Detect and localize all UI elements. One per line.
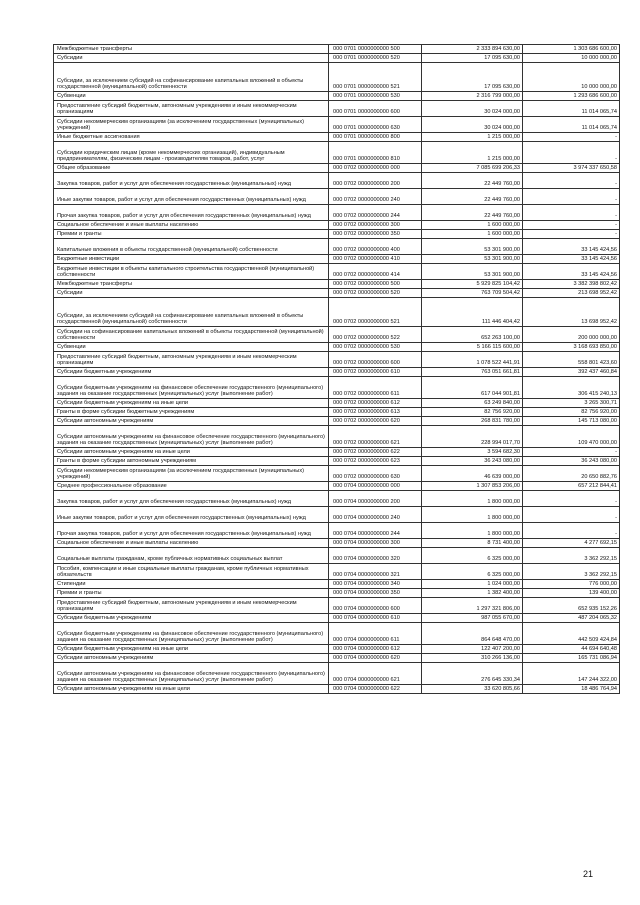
table-row	[54, 645, 620, 654]
row-executed-amount-cell: 82 756 920,00	[523, 408, 620, 417]
row-executed-amount-cell: 33 145 424,56	[523, 239, 620, 255]
row-code-cell: 000 0701 0000000000 630	[329, 117, 422, 133]
row-name-cell: Субсидии	[54, 54, 329, 63]
row-name-cell: Иные закупки товаров, работ и услуг для обеспечения государственных (муниципальных) нужд	[54, 507, 329, 523]
row-approved-amount-cell: 6 325 000,00	[422, 564, 523, 580]
row-approved-amount-cell: 1 382 400,00	[422, 589, 523, 598]
row-code-cell: 000 0704 0000000000 244	[329, 523, 422, 539]
row-code-cell: 000 0702 0000000000 621	[329, 426, 422, 448]
table-row	[54, 101, 620, 117]
row-executed-amount-cell: 3 265 300,71	[523, 399, 620, 408]
row-name-cell: Предоставление субсидий бюджетным, автономным учреждениям и иным некоммерческим организациям	[54, 101, 329, 117]
row-executed-amount-cell: 18 486 764,94	[523, 685, 620, 694]
row-code-cell: 000 0701 0000000000 520	[329, 54, 422, 63]
table-row	[54, 448, 620, 457]
row-executed-amount-cell: 20 650 882,76	[523, 466, 620, 482]
row-executed-amount-cell: 165 731 086,94	[523, 654, 620, 663]
row-approved-amount-cell: 53 301 900,00	[422, 239, 523, 255]
row-executed-amount-cell: -	[523, 173, 620, 189]
row-name-cell: Субсидии, за исключением субсидий на софинансирование капитальных вложений в объекты государственной (муниципальной) собственности	[54, 63, 329, 92]
row-approved-amount-cell: 5 166 115 600,00	[422, 343, 523, 352]
row-code-cell: 000 0704 0000000000 200	[329, 491, 422, 507]
table-row	[54, 164, 620, 173]
table-row	[54, 92, 620, 101]
row-executed-amount-cell: 44 694 640,48	[523, 645, 620, 654]
row-executed-amount-cell: 3 974 337 650,58	[523, 164, 620, 173]
row-approved-amount-cell: 1 600 000,00	[422, 230, 523, 239]
row-name-cell: Гранты в форме субсидии автономным учреждениям	[54, 457, 329, 466]
row-executed-amount-cell: 3 362 292,15	[523, 548, 620, 564]
row-approved-amount-cell: 36 243 080,00	[422, 457, 523, 466]
table-row	[54, 491, 620, 507]
table-row	[54, 654, 620, 663]
row-name-cell: Закупка товаров, работ и услуг для обеспечения государственных (муниципальных) нужд	[54, 491, 329, 507]
row-code-cell: 000 0702 0000000000 410	[329, 255, 422, 264]
row-code-cell: 000 0702 0000000000 530	[329, 343, 422, 352]
table-row	[54, 117, 620, 133]
row-code-cell: 000 0702 0000000000 000	[329, 164, 422, 173]
table-row	[54, 457, 620, 466]
row-code-cell: 000 0704 0000000000 620	[329, 654, 422, 663]
row-name-cell: Бюджетные инвестиции	[54, 255, 329, 264]
row-name-cell: Субсидии бюджетным учреждениям	[54, 368, 329, 377]
row-code-cell: 000 0704 0000000000 622	[329, 685, 422, 694]
row-approved-amount-cell: 268 831 780,00	[422, 417, 523, 426]
row-name-cell: Пособия, компенсации и иные социальные выплаты гражданам, кроме публичных нормативных обязательств	[54, 564, 329, 580]
row-executed-amount-cell: 200 000 000,00	[523, 327, 620, 343]
table-row	[54, 685, 620, 694]
row-name-cell: Иные бюджетные ассигнования	[54, 133, 329, 142]
row-executed-amount-cell: 1 303 686 600,00	[523, 45, 620, 54]
row-executed-amount-cell: 657 212 844,41	[523, 482, 620, 491]
table-row	[54, 523, 620, 539]
row-code-cell: 000 0704 0000000000 621	[329, 663, 422, 685]
row-name-cell: Среднее профессиональное образование	[54, 482, 329, 491]
row-executed-amount-cell: 3 382 398 802,42	[523, 280, 620, 289]
row-approved-amount-cell: 30 024 000,00	[422, 117, 523, 133]
row-code-cell: 000 0704 0000000000 340	[329, 580, 422, 589]
row-approved-amount-cell: 1 800 000,00	[422, 491, 523, 507]
row-approved-amount-cell: 2 333 894 630,00	[422, 45, 523, 54]
row-name-cell: Премии и гранты	[54, 230, 329, 239]
row-name-cell: Субсидии юридическим лицам (кроме некоммерческих организаций), индивидуальным предпринимателям, физическим лицам - производителям товаров, работ, услуг	[54, 142, 329, 164]
row-approved-amount-cell: 652 263 100,00	[422, 327, 523, 343]
row-executed-amount-cell: 10 000 000,00	[523, 54, 620, 63]
table-row	[54, 133, 620, 142]
row-name-cell: Бюджетные инвестиции в объекты капитального строительства государственной (муниципальной) собственности	[54, 264, 329, 280]
row-executed-amount-cell: -	[523, 189, 620, 205]
row-executed-amount-cell: 3 362 292,15	[523, 564, 620, 580]
row-approved-amount-cell: 763 709 504,42	[422, 289, 523, 298]
row-approved-amount-cell: 310 266 136,00	[422, 654, 523, 663]
row-name-cell: Капитальные вложения в объекты государственной (муниципальной) собственности	[54, 239, 329, 255]
row-name-cell: Субсидии, за исключением субсидий на софинансирование капитальных вложений в объекты государственной (муниципальной) собственности	[54, 298, 329, 327]
row-name-cell: Субсидии бюджетным учреждениям на финансовое обеспечение государственного (муниципального) задания на оказание государственных (муниципальных) услуг (выполнение работ)	[54, 623, 329, 645]
table-row	[54, 539, 620, 548]
table-row	[54, 426, 620, 448]
row-code-cell: 000 0701 0000000000 810	[329, 142, 422, 164]
row-code-cell: 000 0702 0000000000 240	[329, 189, 422, 205]
row-name-cell: Социальные выплаты гражданам, кроме публичных нормативных социальных выплат	[54, 548, 329, 564]
row-code-cell: 000 0702 0000000000 200	[329, 173, 422, 189]
row-code-cell: 000 0704 0000000000 611	[329, 623, 422, 645]
row-approved-amount-cell: 1 297 321 806,00	[422, 598, 523, 614]
table-row	[54, 507, 620, 523]
row-approved-amount-cell: 46 639 000,00	[422, 466, 523, 482]
table-row	[54, 417, 620, 426]
row-code-cell: 000 0704 0000000000 000	[329, 482, 422, 491]
row-name-cell: Социальное обеспечение и иные выплаты населению	[54, 539, 329, 548]
row-executed-amount-cell: 652 935 152,26	[523, 598, 620, 614]
row-code-cell: 000 0704 0000000000 240	[329, 507, 422, 523]
row-code-cell: 000 0702 0000000000 611	[329, 377, 422, 399]
row-name-cell: Субсидии бюджетным учреждениям на иные цели	[54, 399, 329, 408]
row-name-cell: Субсидии некоммерческим организациям (за исключением государственных (муниципальных) учреждений)	[54, 466, 329, 482]
row-approved-amount-cell: 3 594 682,30	[422, 448, 523, 457]
row-name-cell: Субсидии автономным учреждениям	[54, 654, 329, 663]
table-row	[54, 482, 620, 491]
row-name-cell: Общее образование	[54, 164, 329, 173]
row-name-cell: Субсидии автономным учреждениям	[54, 417, 329, 426]
row-executed-amount-cell: 11 014 065,74	[523, 117, 620, 133]
row-executed-amount-cell: -	[523, 491, 620, 507]
row-approved-amount-cell: 763 051 661,81	[422, 368, 523, 377]
row-approved-amount-cell: 617 044 901,81	[422, 377, 523, 399]
table-row	[54, 63, 620, 92]
row-approved-amount-cell: 2 316 799 000,00	[422, 92, 523, 101]
table-row	[54, 327, 620, 343]
row-name-cell: Прочая закупка товаров, работ и услуг для обеспечения государственных (муниципальных) нужд	[54, 523, 329, 539]
table-row	[54, 548, 620, 564]
row-code-cell: 000 0704 0000000000 320	[329, 548, 422, 564]
table-row	[54, 343, 620, 352]
table-row	[54, 368, 620, 377]
row-name-cell: Иные закупки товаров, работ и услуг для обеспечения государственных (муниципальных) нужд	[54, 189, 329, 205]
row-name-cell: Предоставление субсидий бюджетным, автономным учреждениям и иным некоммерческим организациям	[54, 598, 329, 614]
table-row	[54, 408, 620, 417]
table-row	[54, 173, 620, 189]
row-approved-amount-cell: 276 645 330,34	[422, 663, 523, 685]
row-executed-amount-cell: -	[523, 230, 620, 239]
row-name-cell: Социальное обеспечение и иные выплаты населению	[54, 221, 329, 230]
row-approved-amount-cell: 1 024 000,00	[422, 580, 523, 589]
row-name-cell: Субсидии бюджетным учреждениям на иные цели	[54, 645, 329, 654]
table-row	[54, 142, 620, 164]
row-name-cell: Субсидии автономным учреждениям на финансовое обеспечение государственного (муниципального) задания на оказание государственных (муниципальных) услуг (выполнение работ)	[54, 426, 329, 448]
row-code-cell: 000 0702 0000000000 630	[329, 466, 422, 482]
row-approved-amount-cell: 22 449 760,00	[422, 173, 523, 189]
table-row	[54, 580, 620, 589]
budget-execution-table	[53, 44, 620, 694]
row-approved-amount-cell: 82 756 920,00	[422, 408, 523, 417]
row-approved-amount-cell: 1 307 853 206,00	[422, 482, 523, 491]
row-executed-amount-cell: 109 470 000,00	[523, 426, 620, 448]
row-code-cell: 000 0702 0000000000 522	[329, 327, 422, 343]
row-name-cell: Межбюджетные трансферты	[54, 280, 329, 289]
row-approved-amount-cell: 228 994 017,70	[422, 426, 523, 448]
table-row	[54, 623, 620, 645]
row-name-cell: Субсидии автономным учреждениям на финансовое обеспечение государственного (муниципального) задания на оказание государственных (муниципальных) услуг (выполнение работ)	[54, 663, 329, 685]
row-executed-amount-cell: 487 204 065,32	[523, 614, 620, 623]
row-name-cell: Субвенции	[54, 92, 329, 101]
row-executed-amount-cell: -	[523, 507, 620, 523]
row-name-cell: Предоставление субсидий бюджетным, автономным учреждениям и иным некоммерческим организациям	[54, 352, 329, 368]
table-row	[54, 205, 620, 221]
row-name-cell: Субсидии бюджетным учреждениям на финансовое обеспечение государственного (муниципального) задания на оказание государственных (муниципальных) услуг (выполнение работ)	[54, 377, 329, 399]
row-executed-amount-cell: -	[523, 205, 620, 221]
row-code-cell: 000 0704 0000000000 350	[329, 589, 422, 598]
row-executed-amount-cell: 13 698 952,42	[523, 298, 620, 327]
row-approved-amount-cell: 7 085 699 206,33	[422, 164, 523, 173]
row-approved-amount-cell: 22 449 760,00	[422, 205, 523, 221]
row-name-cell: Субсидии некоммерческим организациям (за исключением государственных (муниципальных) учреждений)	[54, 117, 329, 133]
table-row	[54, 377, 620, 399]
row-code-cell: 000 0704 0000000000 610	[329, 614, 422, 623]
row-executed-amount-cell: 33 145 424,56	[523, 255, 620, 264]
page-number: 21	[583, 869, 594, 879]
row-name-cell: Прочая закупка товаров, работ и услуг для обеспечения государственных (муниципальных) нужд	[54, 205, 329, 221]
row-executed-amount-cell: 1 293 686 600,00	[523, 92, 620, 101]
row-code-cell: 000 0702 0000000000 612	[329, 399, 422, 408]
row-approved-amount-cell: 22 449 760,00	[422, 189, 523, 205]
row-code-cell: 000 0702 0000000000 613	[329, 408, 422, 417]
row-code-cell: 000 0702 0000000000 300	[329, 221, 422, 230]
row-code-cell: 000 0702 0000000000 622	[329, 448, 422, 457]
row-approved-amount-cell: 111 446 404,42	[422, 298, 523, 327]
row-executed-amount-cell: 11 014 065,74	[523, 101, 620, 117]
table-row	[54, 230, 620, 239]
row-name-cell: Гранты в форме субсидии бюджетным учреждениям	[54, 408, 329, 417]
row-code-cell: 000 0702 0000000000 350	[329, 230, 422, 239]
row-code-cell: 000 0704 0000000000 600	[329, 598, 422, 614]
table-row	[54, 54, 620, 63]
row-code-cell: 000 0702 0000000000 520	[329, 289, 422, 298]
row-approved-amount-cell: 864 648 470,00	[422, 623, 523, 645]
table-body	[54, 45, 620, 694]
row-approved-amount-cell: 17 095 630,00	[422, 54, 523, 63]
row-name-cell: Субсидии на софинансирование капитальных вложений в объекты государственной (муниципальной) собственности	[54, 327, 329, 343]
row-approved-amount-cell: 6 325 000,00	[422, 548, 523, 564]
row-approved-amount-cell: 987 055 670,00	[422, 614, 523, 623]
row-executed-amount-cell: 10 000 000,00	[523, 63, 620, 92]
row-code-cell: 000 0701 0000000000 800	[329, 133, 422, 142]
table-row	[54, 598, 620, 614]
row-approved-amount-cell: 63 249 840,00	[422, 399, 523, 408]
row-approved-amount-cell: 1 800 000,00	[422, 507, 523, 523]
row-code-cell: 000 0702 0000000000 610	[329, 368, 422, 377]
row-executed-amount-cell: 147 244 322,00	[523, 663, 620, 685]
row-executed-amount-cell: 33 145 424,56	[523, 264, 620, 280]
row-executed-amount-cell: 392 437 460,84	[523, 368, 620, 377]
row-code-cell: 000 0702 0000000000 620	[329, 417, 422, 426]
row-executed-amount-cell: 213 698 952,42	[523, 289, 620, 298]
row-code-cell: 000 0702 0000000000 500	[329, 280, 422, 289]
row-name-cell: Межбюджетные трансферты	[54, 45, 329, 54]
row-code-cell: 000 0701 0000000000 530	[329, 92, 422, 101]
row-executed-amount-cell: 139 400,00	[523, 589, 620, 598]
table-row	[54, 221, 620, 230]
row-name-cell: Субсидии бюджетным учреждениям	[54, 614, 329, 623]
table-row	[54, 564, 620, 580]
row-executed-amount-cell: 36 243 080,00	[523, 457, 620, 466]
row-approved-amount-cell: 1 800 000,00	[422, 523, 523, 539]
table-row	[54, 280, 620, 289]
row-executed-amount-cell: 3 168 693 850,00	[523, 343, 620, 352]
row-code-cell: 000 0701 0000000000 521	[329, 63, 422, 92]
table-row	[54, 239, 620, 255]
row-name-cell: Субвенции	[54, 343, 329, 352]
row-approved-amount-cell: 5 929 825 104,42	[422, 280, 523, 289]
row-code-cell: 000 0702 0000000000 400	[329, 239, 422, 255]
row-approved-amount-cell: 122 407 200,00	[422, 645, 523, 654]
row-executed-amount-cell: 4 277 692,15	[523, 539, 620, 548]
table-row	[54, 289, 620, 298]
row-code-cell: 000 0701 0000000000 500	[329, 45, 422, 54]
row-executed-amount-cell: -	[523, 523, 620, 539]
row-approved-amount-cell: 1 600 000,00	[422, 221, 523, 230]
row-executed-amount-cell: 776 000,00	[523, 580, 620, 589]
row-executed-amount-cell: -	[523, 133, 620, 142]
row-executed-amount-cell: -	[523, 221, 620, 230]
row-executed-amount-cell: 442 509 424,84	[523, 623, 620, 645]
table-row	[54, 45, 620, 54]
row-executed-amount-cell: 558 801 423,60	[523, 352, 620, 368]
row-name-cell: Субсидии автономным учреждениям на иные цели	[54, 448, 329, 457]
row-code-cell: 000 0702 0000000000 244	[329, 205, 422, 221]
row-executed-amount-cell: 145 713 080,00	[523, 417, 620, 426]
row-code-cell: 000 0704 0000000000 300	[329, 539, 422, 548]
table-row	[54, 589, 620, 598]
row-approved-amount-cell: 53 301 900,00	[422, 255, 523, 264]
row-code-cell: 000 0702 0000000000 623	[329, 457, 422, 466]
row-approved-amount-cell: 1 215 000,00	[422, 142, 523, 164]
row-code-cell: 000 0704 0000000000 321	[329, 564, 422, 580]
row-code-cell: 000 0704 0000000000 612	[329, 645, 422, 654]
table-row	[54, 189, 620, 205]
row-executed-amount-cell: -	[523, 448, 620, 457]
row-executed-amount-cell: -	[523, 142, 620, 164]
row-code-cell: 000 0702 0000000000 600	[329, 352, 422, 368]
table-row	[54, 264, 620, 280]
table-row	[54, 466, 620, 482]
row-approved-amount-cell: 17 095 630,00	[422, 63, 523, 92]
table-row	[54, 298, 620, 327]
row-name-cell: Субсидии	[54, 289, 329, 298]
row-name-cell: Субсидии автономным учреждениям на иные цели	[54, 685, 329, 694]
row-approved-amount-cell: 33 620 805,66	[422, 685, 523, 694]
table-row	[54, 255, 620, 264]
table-row	[54, 399, 620, 408]
table-row	[54, 614, 620, 623]
table-row	[54, 663, 620, 685]
row-approved-amount-cell: 30 024 000,00	[422, 101, 523, 117]
row-executed-amount-cell: 306 415 240,13	[523, 377, 620, 399]
row-code-cell: 000 0702 0000000000 521	[329, 298, 422, 327]
row-name-cell: Стипендии	[54, 580, 329, 589]
table-row	[54, 352, 620, 368]
row-name-cell: Премии и гранты	[54, 589, 329, 598]
row-approved-amount-cell: 1 215 000,00	[422, 133, 523, 142]
row-approved-amount-cell: 8 731 400,00	[422, 539, 523, 548]
row-name-cell: Закупка товаров, работ и услуг для обеспечения государственных (муниципальных) нужд	[54, 173, 329, 189]
row-approved-amount-cell: 53 301 900,00	[422, 264, 523, 280]
row-code-cell: 000 0702 0000000000 414	[329, 264, 422, 280]
row-code-cell: 000 0701 0000000000 600	[329, 101, 422, 117]
row-approved-amount-cell: 1 078 522 441,91	[422, 352, 523, 368]
